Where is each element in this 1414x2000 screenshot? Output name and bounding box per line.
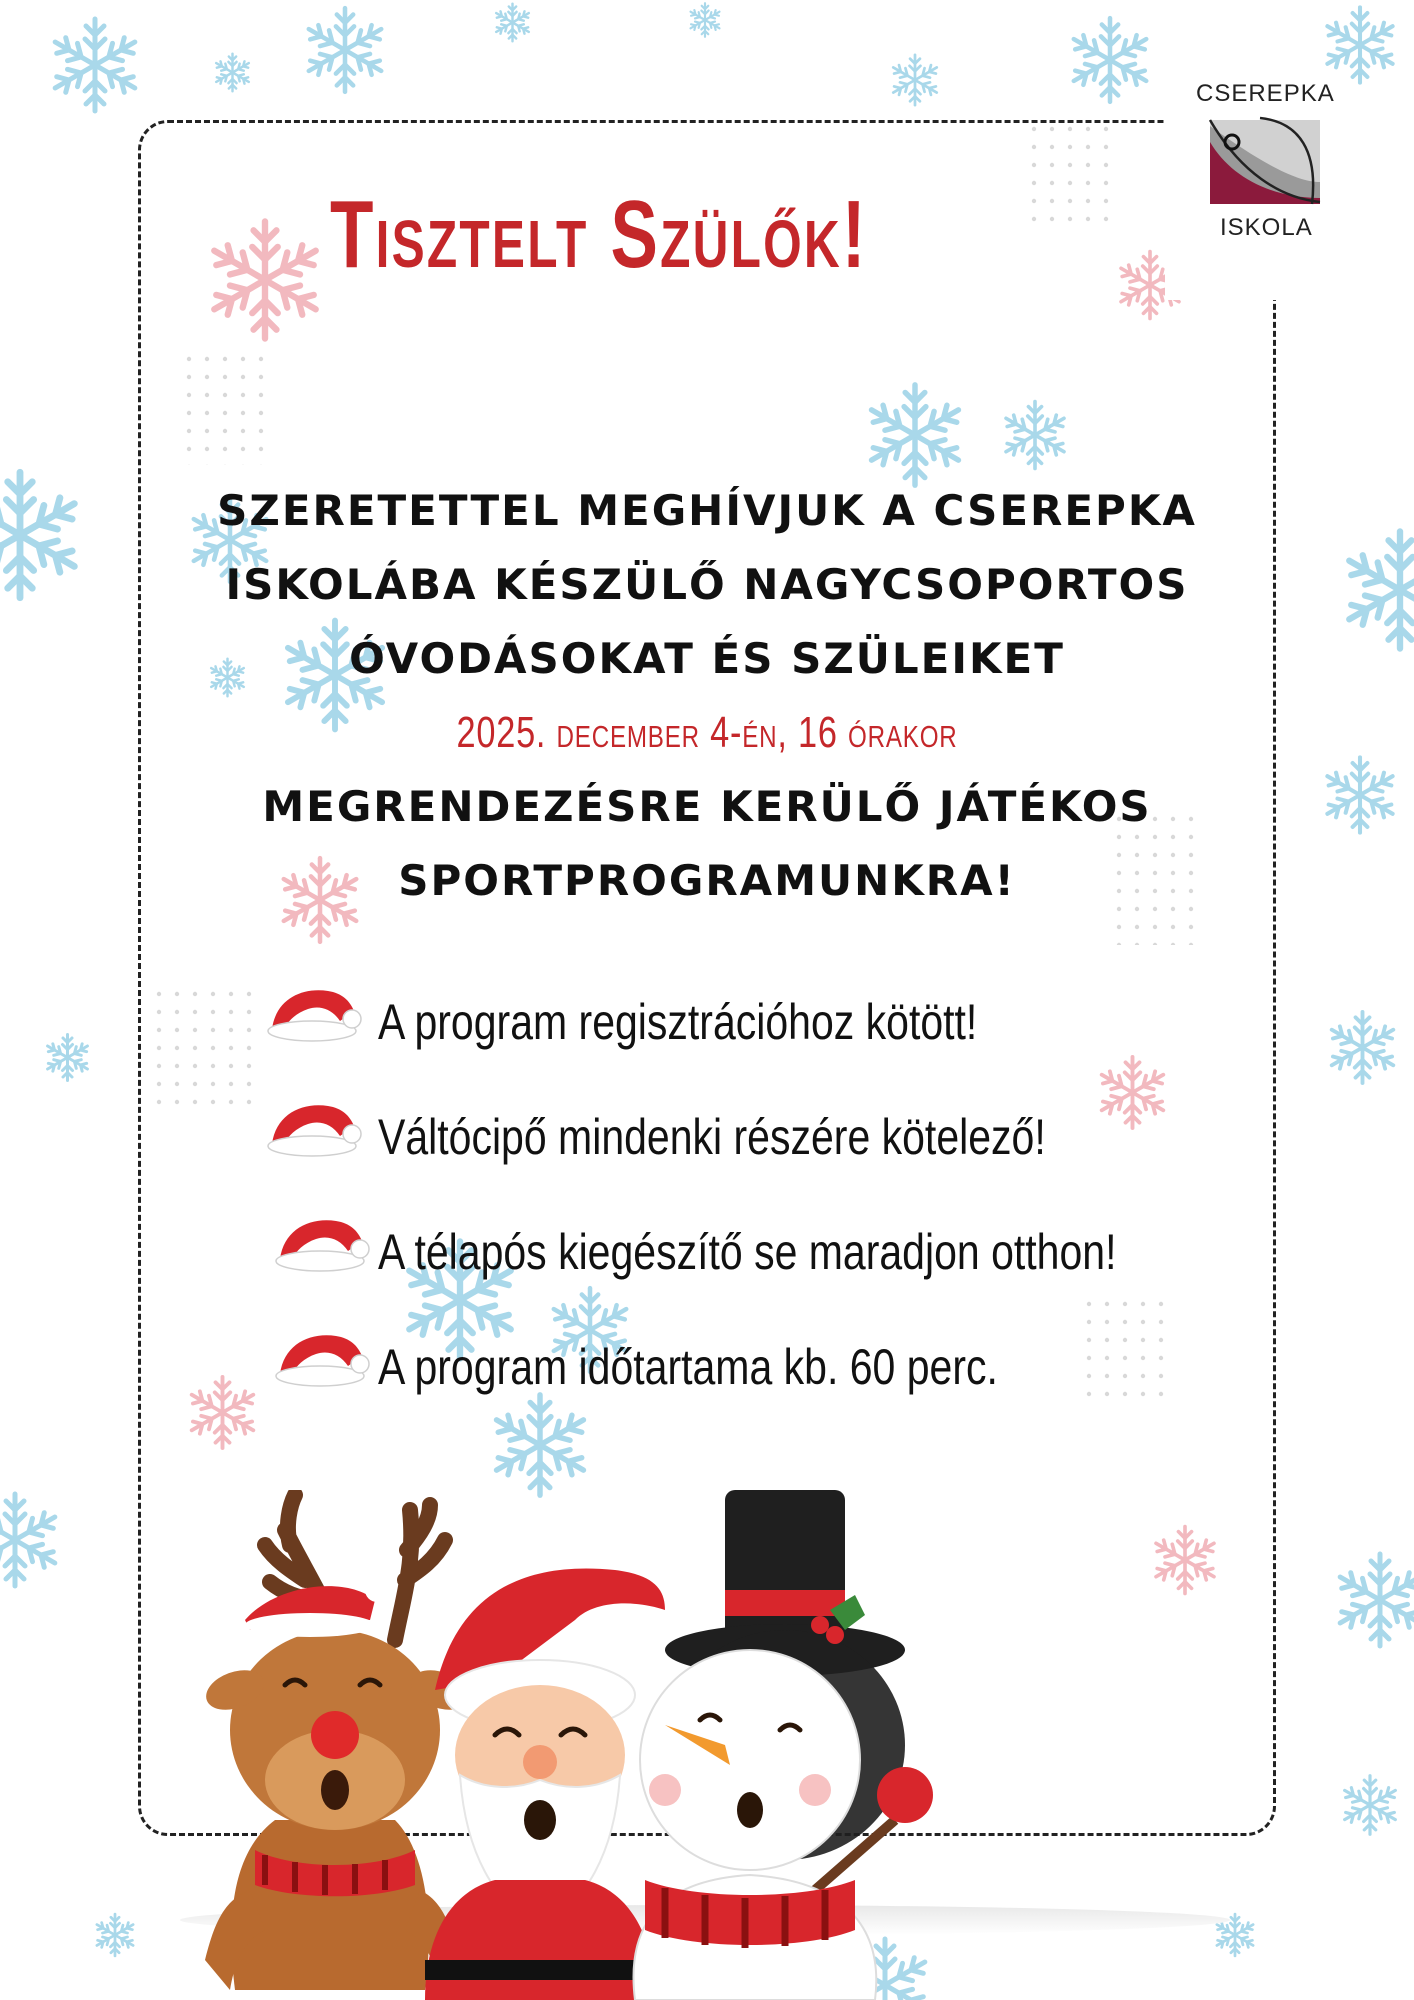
snowflake-icon xyxy=(685,0,725,40)
list-item xyxy=(262,1215,1262,1295)
snowflake-icon xyxy=(870,50,960,110)
snowflake-icon xyxy=(1310,0,1410,90)
invitation-text xyxy=(160,474,1254,918)
invitation-line: ISKOLÁBA KÉSZÜLŐ NAGYCSOPORTOS xyxy=(225,560,1189,609)
invitation-line: SPORTPROGRAMUNKRA! xyxy=(398,856,1016,905)
snowflake-icon xyxy=(1325,1505,1414,1695)
logo-top-text: CSEREPKA xyxy=(1196,80,1335,107)
santa-hat-icon xyxy=(270,1330,374,1392)
snowflake-icon xyxy=(40,10,150,120)
invitation-line: ÓVODÁSOKAT ÉS SZÜLEIKET xyxy=(349,634,1065,683)
list-item-text: A program regisztrációhoz kötött! xyxy=(378,994,978,1050)
invitation-line: SZERETETTEL MEGHÍVJUK A CSEREPKA xyxy=(217,486,1197,535)
snowflake-icon xyxy=(1335,1770,1405,1840)
santa-hat-icon xyxy=(262,1100,366,1162)
snowman-icon xyxy=(633,1490,933,2000)
list-item xyxy=(262,1330,1262,1410)
list-item-text: A program időtartama kb. 60 perc. xyxy=(378,1339,998,1395)
snowflake-icon xyxy=(210,50,255,95)
school-logo-icon xyxy=(1200,112,1330,212)
invitation-line: MEGRENDEZÉSRE KERÜLŐ JÁTÉKOS xyxy=(262,782,1152,831)
reindeer-icon xyxy=(201,1495,475,1990)
snowflake-icon xyxy=(0,460,95,610)
christmas-characters-illustration xyxy=(195,1490,1175,2000)
snowflake-icon xyxy=(1320,1005,1405,1090)
santa-icon xyxy=(425,1569,665,2000)
snowflake-icon xyxy=(1330,490,1414,690)
list-item xyxy=(262,985,1262,1065)
snowflake-icon xyxy=(0,1470,70,1610)
logo-bottom-text: ISKOLA xyxy=(1220,214,1313,241)
event-date: 2025. december 4-én, 16 órakor xyxy=(456,708,958,757)
list-item xyxy=(262,1100,1262,1180)
snowflake-icon xyxy=(295,0,395,100)
page-title: Tisztelt Szülők! xyxy=(330,181,868,288)
list-item-text: Váltócipő mindenki részére kötelező! xyxy=(378,1109,1046,1165)
santa-hat-icon xyxy=(262,985,366,1047)
snowflake-icon xyxy=(90,1910,140,1960)
school-logo xyxy=(1180,78,1350,248)
santa-hat-icon xyxy=(270,1215,374,1277)
list-item-text: A télapós kiegészítő se maradjon otthon! xyxy=(378,1224,1117,1280)
snowflake-icon xyxy=(40,1030,95,1085)
snowflake-icon xyxy=(490,0,535,45)
snowflake-icon xyxy=(1315,750,1405,840)
snowflake-icon xyxy=(1060,10,1160,110)
